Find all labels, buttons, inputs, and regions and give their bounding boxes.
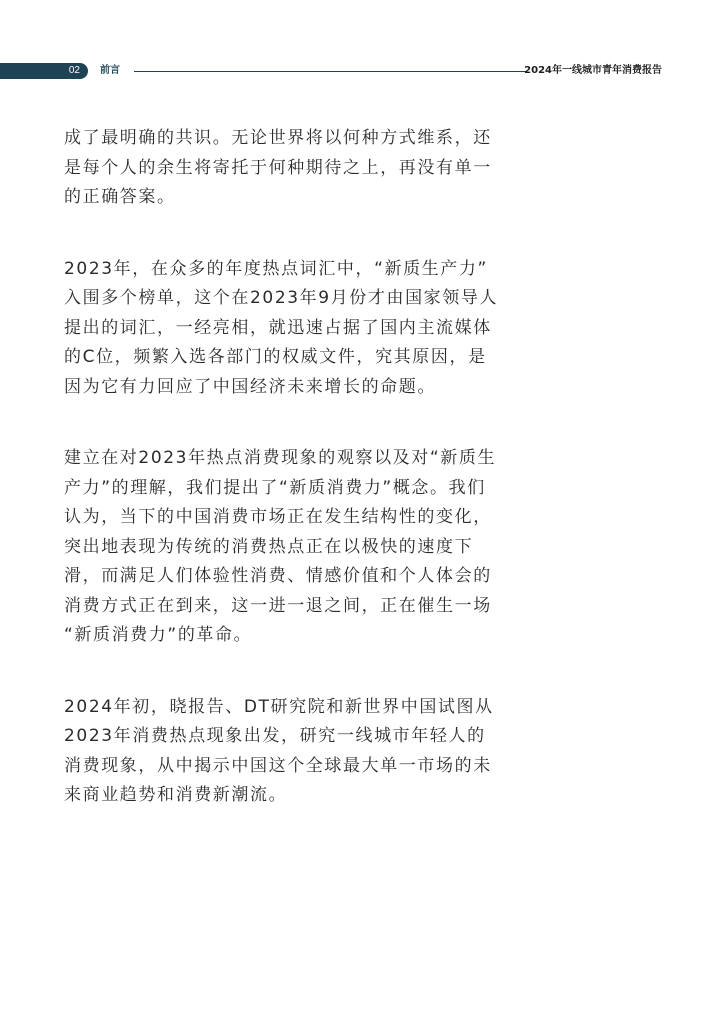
text-line: 成了最明确的共识。无论世界将以何种方式维系，还: [64, 128, 492, 148]
paragraph: [64, 124, 492, 213]
text-line: 来商业趋势和消费新潮流。: [64, 785, 288, 805]
text-line: 认为，当下的中国消费市场正在发生结构性的变化，: [64, 507, 492, 527]
paragraph: [64, 693, 494, 811]
text-line: 提出的词汇，一经亮相，就迅速占据了国内主流媒体: [64, 317, 492, 338]
paragraph: [64, 444, 497, 651]
text-line: 产力”的理解，我们提出了“新质消费力”概念。我们: [64, 477, 486, 498]
text-line: 滑，而满足人们体验性消费、情感价值和个人体会的: [64, 566, 492, 586]
report-title: 2024年一线城市青年消费报告: [524, 65, 662, 76]
page-number-tab: [0, 63, 88, 79]
paragraph: [64, 255, 499, 403]
text-line: “新质消费力”的革命。: [64, 625, 253, 645]
text-line: 2023年，在众多的年度热点词汇中，“新质生产力”: [64, 258, 488, 279]
text-line: 入围多个榜单，这个在2023年9月份才由国家领导人: [64, 288, 499, 308]
text-line: 消费现象，从中揭示中国这个全球最大单一市场的未: [64, 755, 492, 776]
text-line: 的C位，频繁入选各部门的权威文件，究其原因，是: [64, 347, 487, 367]
text-line: 消费方式正在到来，这一进一退之间，正在催生一场: [64, 595, 492, 616]
text-line: 突出地表现为传统的消费热点正在以极快的速度下: [64, 536, 474, 557]
text-line: 是每个人的余生将寄托于何种期待之上，再没有单一: [64, 157, 492, 178]
page-number: 02: [68, 65, 80, 76]
text-line: 2023年消费热点现象出发，研究一线城市年轻人的: [64, 726, 486, 746]
text-line: 2024年初，晓报告、DT研究院和新世界中国试图从: [64, 696, 494, 717]
section-title: 前言: [100, 65, 120, 76]
text-line: 因为它有力回应了中国经济未来增长的命题。: [64, 376, 436, 397]
page-header: [0, 63, 724, 79]
header-divider: [134, 71, 526, 72]
body-text: [64, 124, 499, 853]
text-line: 建立在对2023年热点消费现象的观察以及对“新质生: [64, 448, 497, 468]
text-line: 的正确答案。: [64, 187, 176, 207]
